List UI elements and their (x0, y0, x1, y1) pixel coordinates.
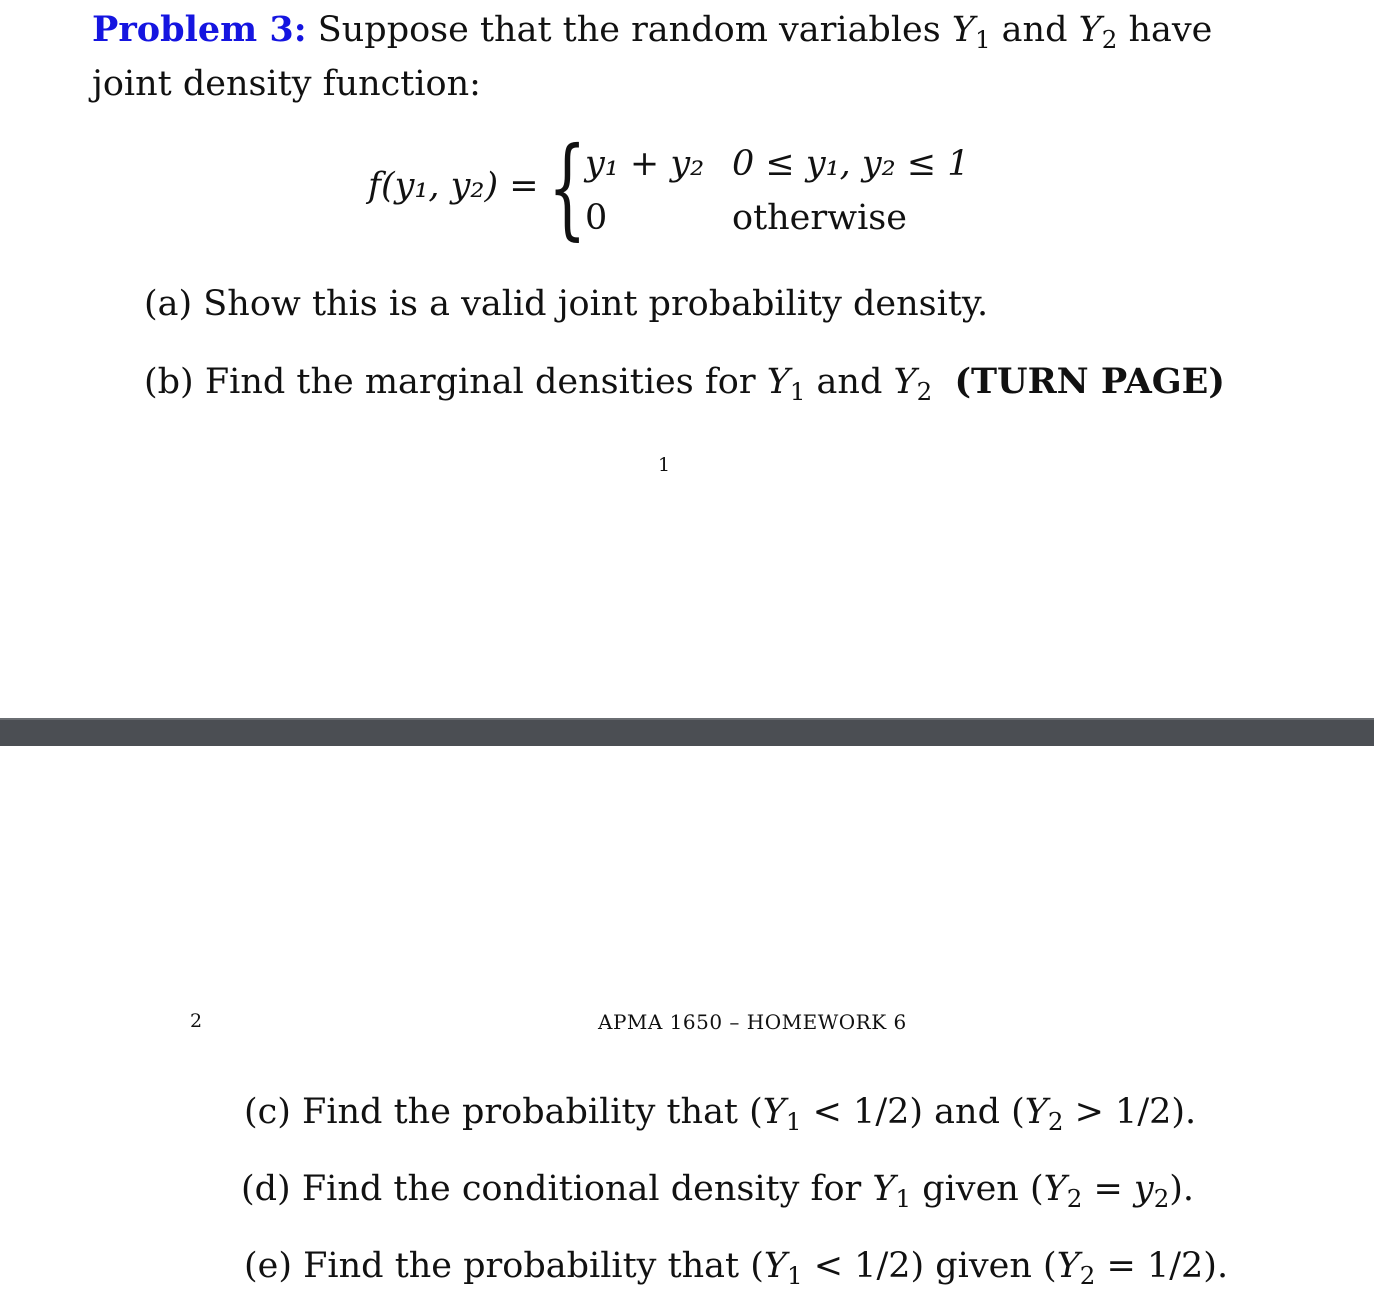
var-Y2: $Y_2$ (1024, 1092, 1064, 1136)
part-b-text: (b) Find the marginal densities for (144, 362, 767, 402)
part-b (144, 361, 1225, 406)
part-e-text: (e) Find the probability that ( (244, 1246, 764, 1286)
var-Y2: $Y_2$ (1056, 1246, 1096, 1290)
part-d-text: (d) Find the conditional density for (241, 1169, 873, 1209)
statement-text-1: Suppose that the random variables (306, 10, 952, 50)
cases-brace: { (548, 123, 587, 251)
problem-statement (92, 8, 1282, 106)
running-header: APMA 1650 – HOMEWORK 6 (598, 1010, 907, 1034)
var-Y1: $Y_1$ (872, 1169, 912, 1213)
case-1-expression: y₁ + y₂ (585, 144, 705, 184)
problem-label: Problem 3: (92, 9, 307, 50)
var-Y2: $Y_2$ (1078, 10, 1118, 54)
page-separator (0, 718, 1374, 746)
document-page-2 (0, 746, 1374, 1300)
part-e: (e) Find the probability that $(Y_1 < 1/2)$ given $(Y_2 = 1/2)$. (244, 1246, 1229, 1290)
var-Y2: $Y_2$ (1043, 1169, 1083, 1213)
density-function-lhs: f(y₁, y₂) = (368, 166, 539, 206)
part-d: (d) Find the conditional density for $Y_1$ given $(Y_2 = y_2)$. (241, 1169, 1195, 1213)
and-word: and (990, 10, 1079, 50)
var-Y1: $Y_1$ (762, 1092, 802, 1136)
var-Y1: $Y_1$ (951, 10, 991, 54)
statement-text-2: have joint density function: (92, 10, 1213, 104)
var-Y2: $Y_2$ (893, 362, 933, 406)
page-number: 2 (190, 1010, 203, 1032)
part-a: (a) Show this is a valid joint probability density. (144, 284, 989, 324)
part-c: (c) Find the probability that $(Y_1 < 1/2)$ and $(Y_2 > 1/2)$. (244, 1092, 1197, 1136)
part-c-text: (c) Find the probability that ( (244, 1092, 763, 1132)
and-word: and (805, 362, 894, 402)
case-2-condition: otherwise (732, 198, 907, 238)
turn-page-note: (TURN PAGE) (954, 361, 1225, 402)
var-Y1: $Y_1$ (763, 1246, 803, 1290)
case-1-condition: 0 ≤ y₁, y₂ ≤ 1 (732, 144, 970, 184)
case-2-expression: 0 (585, 198, 608, 238)
var-Y1: $Y_1$ (766, 362, 806, 406)
page-number: 1 (658, 454, 671, 476)
var-y2-lower: $y_2$ (1133, 1169, 1170, 1213)
